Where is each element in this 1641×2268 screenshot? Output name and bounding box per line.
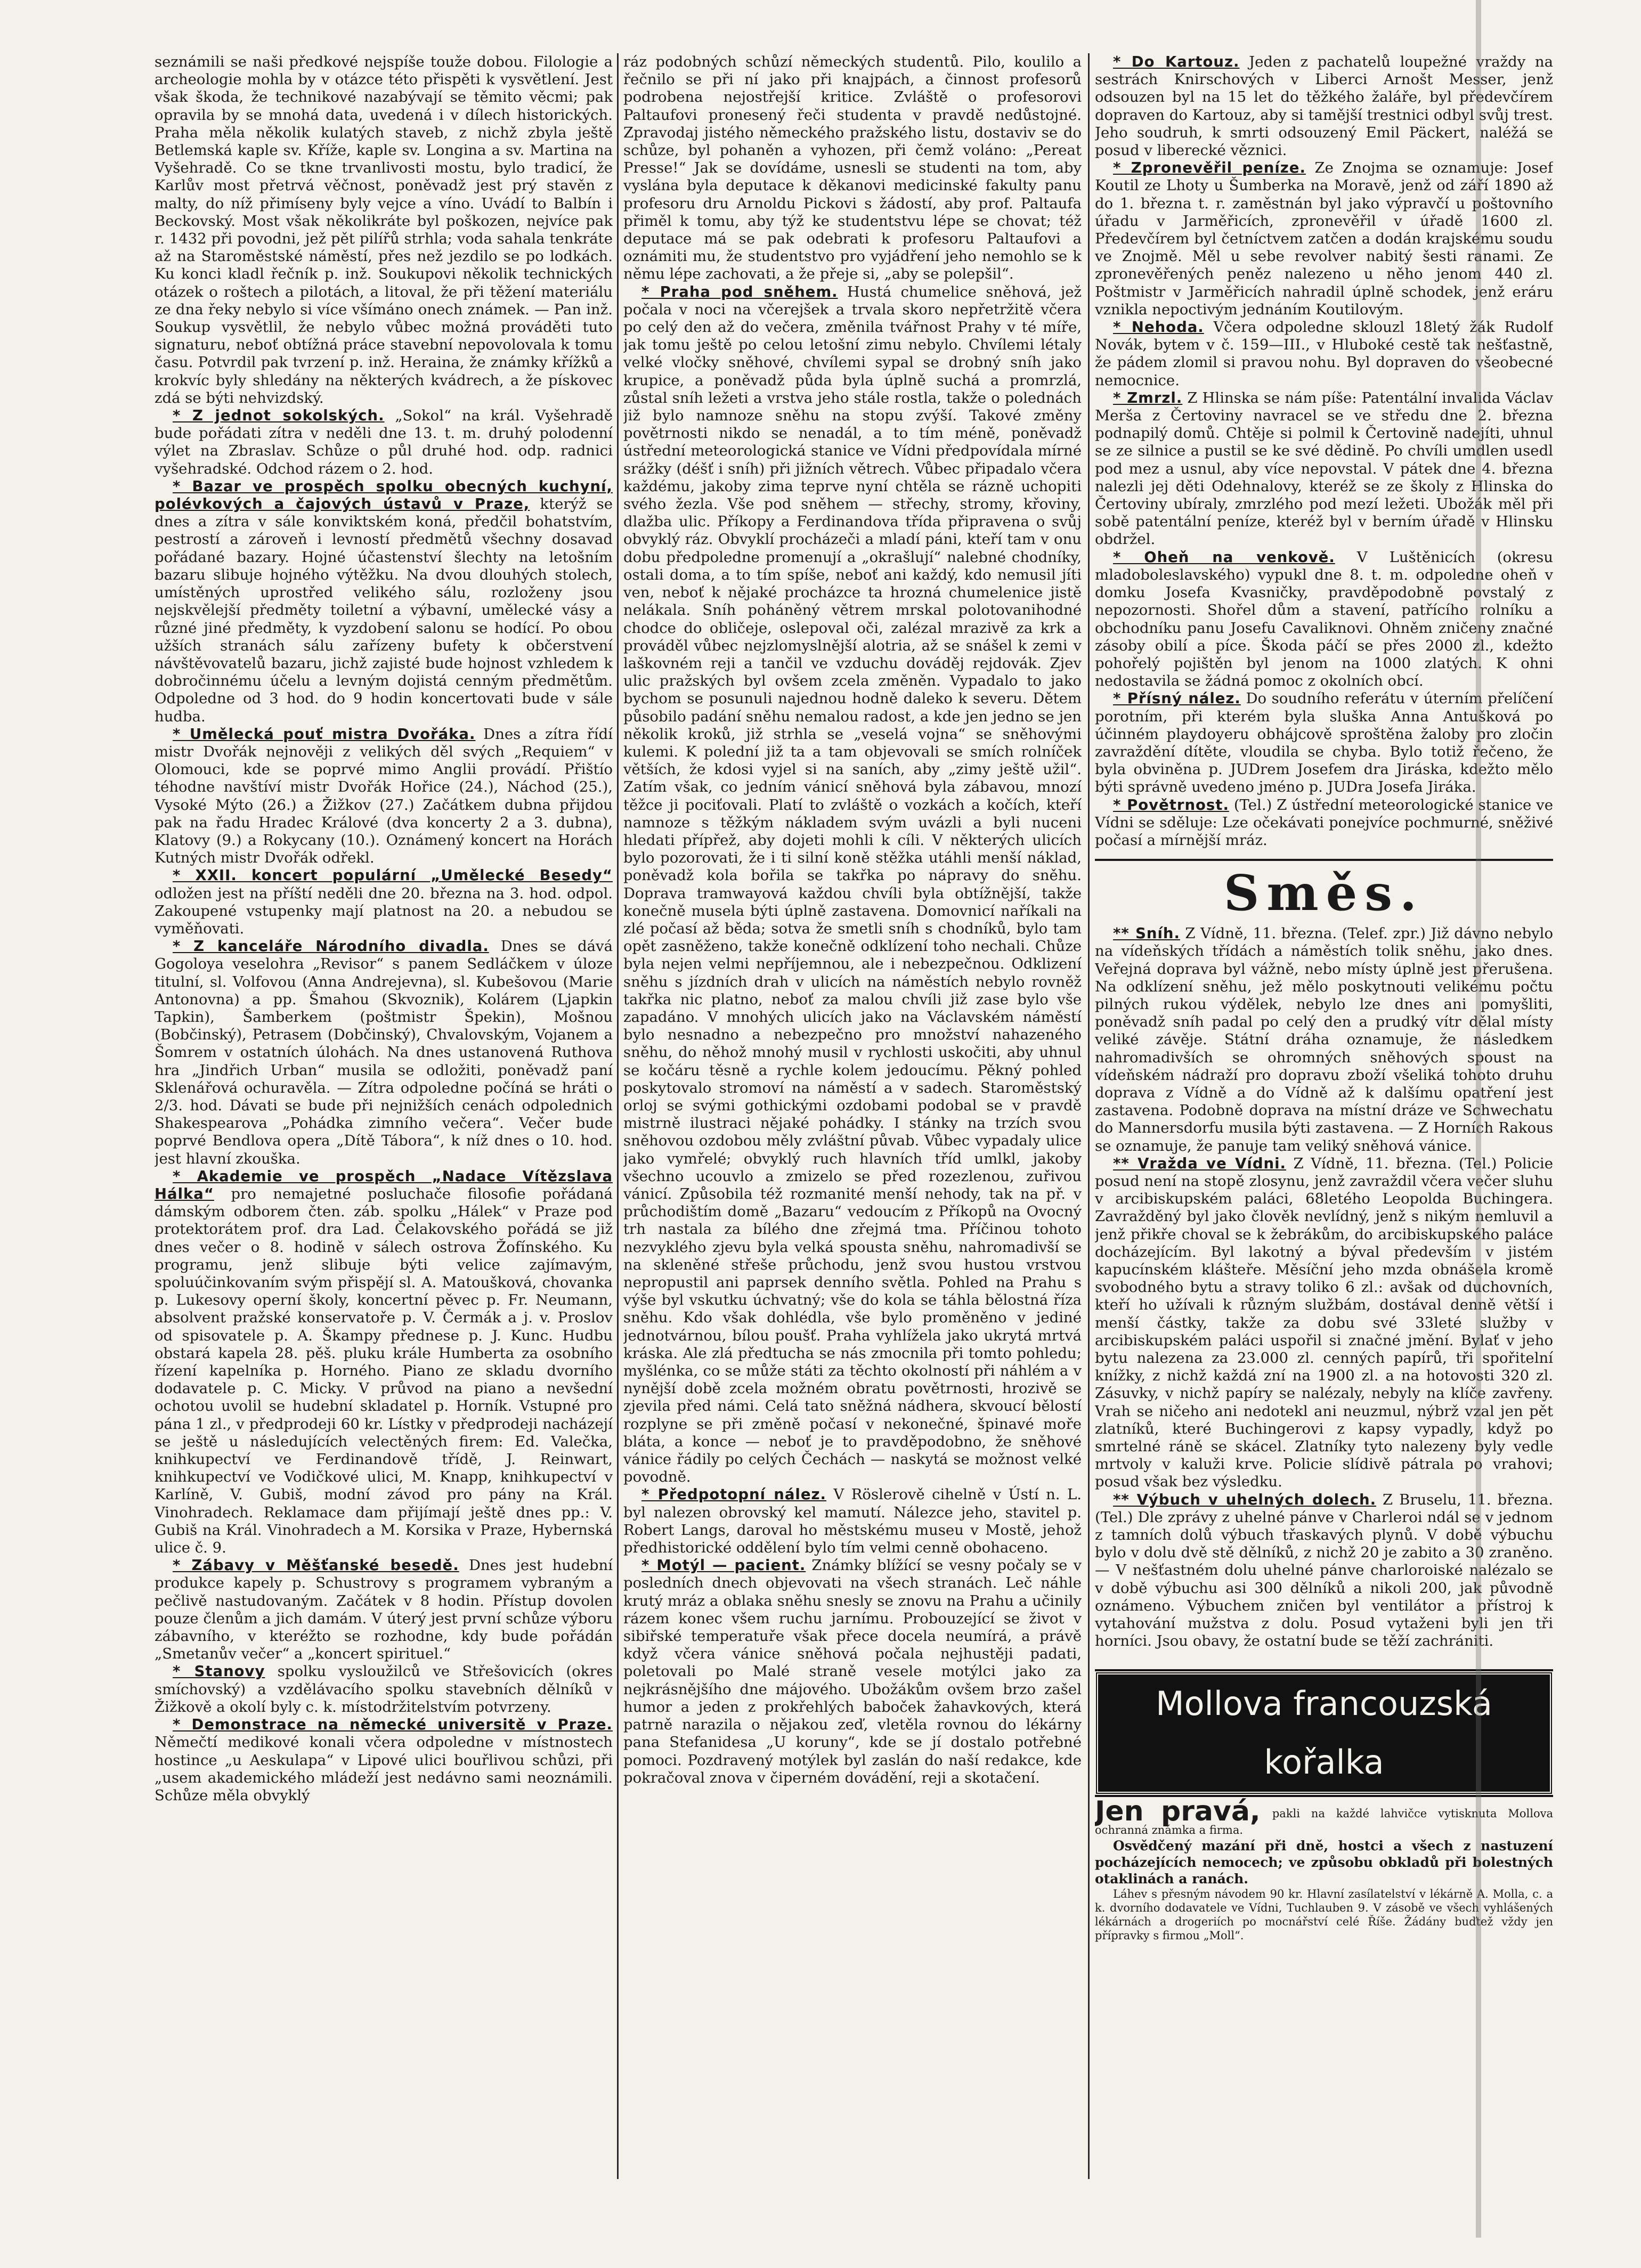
ad-text bbox=[1095, 1795, 1553, 1942]
article-paragraph bbox=[623, 53, 1082, 283]
article-heading: * Bazar ve prospěch spolku obecných kuchyní, polévkových a čajových ústavů v Praze, bbox=[155, 477, 613, 513]
article-paragraph bbox=[155, 1716, 613, 1804]
article-paragraph bbox=[1095, 690, 1553, 796]
article-heading: * Demonstrace na německé universitě v Praze. bbox=[173, 1716, 613, 1734]
column-1 bbox=[155, 53, 613, 2227]
article-paragraph bbox=[155, 726, 613, 867]
article-paragraph bbox=[623, 283, 1082, 1486]
ad-lead: Jen pravá, bbox=[1095, 1795, 1261, 1828]
article-body: seznámili se naši předkové nejspíše touže dobou. Filologie a archeologie mohla by v otázce této přispěti k vysvětlení. Jest však škoda, že technikové nazabývají se těmito věcmi; pak opravila by se mnohá data, uvedená i v dílech historických. Praha měla několik kulatých staveb, z nichž zbyla ještě Betlemská kaple sv. Kříže, kaple sv. Longina a sv. Martina na Vyšehradě. Co se tkne trvanlivosti mostu, bylo tradicí, že Karlův most přetrvá věčnost, poněvadž jest prý stavěn z malty, do níž přimíseny byly vejce a víno. Uvádí to Balbín i Beckovský. Most však několikráte byl poškozen, nejvíce pak r. 1432 při povodni, jež pět pilířů strhla; voda sahala tenkráte až na Staroměstské náměstí, přes než jezdilo se po lodkách. Ku konci kladl řečník p. inž. Soukupovi několik technických otázek o roštech a pilotách, a litoval, že při těžení materiálu ze dna řeky nebylo si více všímáno onech známek. — Pan inž. Soukup vysvětlil, že nebylo vůbec možná prováděti tuto signaturu, neboť obtížná práce stavební nepovolovala k tomu času. Potvrdil pak tvrzení p. inž. Heraina, že známky křížků a krokvíc byly shledány na některých kvádrech, a že pískovec zdá se býti nehvizdský. bbox=[155, 53, 613, 407]
article-body: Z Vídně, 11. března. (Telef. zpr.) Již dávno nebylo na vídeňských třídách a náměstích tolik sněhu, jako dnes. Veřejná doprava byl vážně, nebo místy úplně jest přerušena. Na odklízení sněhu, jež mělo poskytnouti velikému počtu pilných rukou výdělek, nebylo lze dnes ani pomyšliti, poněvadž sníh padal po celý den a prudký vítr dělal místy veliké závěje. Státní dráha oznamuje, že následkem nahromadivších se ohromných sněhových spoust na vídeňském nádraží pro dopravu zboží všeliká tohoto druhu doprava z Vídně a do Vídně až k dalšímu opatření jest zastavena. Podobně doprava na místní dráze ve Schwechatu do Mannersdorfu musila býti zastavena. — Z Horních Rakous se oznamuje, že panuje tam veliký sněhová vánice. bbox=[1095, 925, 1553, 1155]
column-rule bbox=[1088, 53, 1090, 2179]
article-heading: * Přísný nález. bbox=[1113, 690, 1241, 708]
article-heading: * Zábavy v Měšťanské besedě. bbox=[173, 1557, 459, 1574]
article-heading: * Oheň na venkově. bbox=[1113, 548, 1335, 566]
column-rule bbox=[617, 53, 619, 2179]
article-paragraph bbox=[155, 478, 613, 726]
article-heading: * Motýl — pacient. bbox=[641, 1557, 806, 1574]
article-heading: * Povětrnost. bbox=[1113, 796, 1229, 814]
article-body: V Luštěnicích (okresu mladoboleslavského) vypukl dne 8. t. m. odpoledne oheň v domku Josefa Kvasničky, pravděpodobně povstalý z nepozornosti. Shořel dům a stavení, patřícího rolníku a obchodníku panu Josefu Cavaliknovi. Ohněm zničeny značné zásoby obilí a píce. Škoda páčí se přes 2000 zl., kdežto pohořelý pojištěn byl jenom na 1000 zlatých. K ohni nedostavila se žádná pomoc z okolních obcí. bbox=[1095, 548, 1553, 690]
ad-line-3: Láhev s přesným návodem 90 kr. Hlavní zasílatelství v lékárně A. Molla, c. a k. dvorního dodavatele ve Vídni, Tuchlauben 9. V zásobě ve všech vyhlášených lékárnách a drogeriích po mocnářství celé Říše. Žádány buďtež vždy jen přípravky s firmou „Moll“. bbox=[1095, 1888, 1553, 1942]
article-body: (Tel.) Z ústřední meteorologické stanice ve Vídni se sděluje: Lze očekávati ponejvíce pochmurné, sněživé počasí a mírnější mráz. bbox=[1095, 796, 1553, 849]
article-paragraph bbox=[1095, 53, 1553, 159]
article-paragraph bbox=[1095, 159, 1553, 319]
article-body: kterýž se dnes a zítra v sále konviktském koná, předčil bohatstvím, pestrostí a zároveň i levností předmětů všechny dosavad pořádané bazary. Hojné účastenství šlechty na letošním bazaru slibuje hojného výtěžku. Na dvou dlouhých stolech, umístěných uprostřed velikého sálu, rozloženy jsou nejskvělejší předměty toiletní a výbavní, umělecké vásy a různé jiné předměty, k vyzdobení salonu se hodící. Po obou užších stranách sálu zařízeny bufety k občerstvení návštěvovatelů bazaru, jichž zajisté bude hojnost vzhledem k dobročinnému účelu a levným dojistá cenným předmětům. Odpoledne od 3 hod. do 9 hodin koncertovati bude v sále hudba. bbox=[155, 495, 613, 725]
article-heading: * Praha pod sněhem. bbox=[641, 283, 838, 300]
article-heading: * XXII. koncert populární „Umělecké Besedy“ bbox=[173, 867, 613, 884]
article-body: spolku vysloužilců ve Střešovicích (okres smíchovský) a vzdělávacího spolku stavebních dělníků v Žižkově a okolí byly c. k. místodržitelstvím potvrzeny. bbox=[155, 1663, 613, 1716]
article-heading: * Akademie ve prospěch „Nadace Vítězslava Hálka“ bbox=[155, 1167, 613, 1202]
article-paragraph bbox=[155, 1557, 613, 1663]
article-paragraph bbox=[1095, 1491, 1553, 1651]
article-paragraph bbox=[1095, 549, 1553, 690]
article-body: Dnes jest hudební produkce kapely p. Schustrovy s programem vybraným a pečlivě nastudovaným. Začátek v 8 hodin. Přístup dovolen pouze členům a jich damám. V úterý jest první schůze výboru zábavního, v kteréžto se rozhodne, kdy bude pořádán „Smetanův večer“ a „koncert spirituel.“ bbox=[155, 1557, 613, 1663]
section-title-smes: Směs. bbox=[1095, 859, 1553, 920]
article-paragraph bbox=[1095, 796, 1553, 850]
ad-banner: Mollova francouzská kořalka bbox=[1095, 1671, 1553, 1795]
article-paragraph bbox=[155, 53, 613, 407]
article-paragraph bbox=[155, 1663, 613, 1716]
article-paragraph bbox=[155, 407, 613, 478]
article-paragraph bbox=[155, 938, 613, 1168]
article-paragraph bbox=[155, 867, 613, 938]
article-body: odložen jest na příští neděli dne 20. března na 3. hod. odpol. Zakoupené vstupenky mají platnost na 20. a nebudou se vyměňovati. bbox=[155, 884, 613, 937]
article-heading: * Nehoda. bbox=[1113, 319, 1204, 336]
newspaper-page bbox=[155, 53, 1604, 2238]
column-3 bbox=[1095, 53, 1553, 2227]
article-body: V Röslerově cihelně v Ústí n. L. byl nalezen obrovský kel mamutí. Nálezce jeho, stavitel p. Robert Langs, daroval ho městskému museu v Mostě, jehož předhistorické oddělení bylo tím velmi cenně obohaceno. bbox=[623, 1486, 1082, 1557]
article-heading: * Stanovy bbox=[173, 1663, 265, 1680]
article-body: Jeden z pachatelů loupežné vraždy na sestrách Knirschových v Liberci Arnošt Messer, jenž odsouzen byl na 15 let do těžkého žaláře, byl předevčírem dopraven do Kartouz, aby si tamější trestnici odbyl svůj trest. Jeho soudruh, k smrti odsouzený Emil Päckert, naléžá se posud v liberecké věznici. bbox=[1095, 53, 1553, 159]
article-paragraph bbox=[623, 1557, 1082, 1787]
article-heading: * Zpronevěřil peníze. bbox=[1113, 159, 1306, 177]
article-body: Dnes a zítra řídí mistr Dvořák nejnověji z velikých děl svých „Requiem“ v Olomouci, kde se poprvé mimo Anglii provádí. Přištío téhodne navštíví mistr Dvořák Hořice (24.), Náchod (25.), Vysoké Mýto (26.) a Žižkov (27.) Začátkem dubna přijdou pak na řadu Hradec Králové (dva koncerty 2 a 3. dubna), Klatovy (9.) a Rokycany (10.). Oznámený koncert na Horách Kutných mistr Dvořák odřekl. bbox=[155, 725, 613, 867]
article-body: Z Vídně, 11. března. (Tel.) Policie posud není na stopě zlosynu, jenž zavraždil včera večer sluhu v arcibiskupském paláci, 68letého Leopolda Buchingera. Zavražděný byl jako člověk nevlídný, jenž s nikým nemluvil a jenž přikře choval se k žebrákům, do arcibiskupského paláce docházejícím. Byl lakotný a býval především v jistém kapucínském klášteře. Měsíční jeho mzda obnášela kromě svobodného bytu a stravy toliko 6 zl.: avšak od duchovních, kteří ho užívali k různým službám, dostával denně větší i menší částky, takže za dobu své 33leté služby v arcibiskupském paláci uspořil si značné jmění. Bylať v jeho bytu nalezena za 23.000 zl. cenných papírů, tři spořitelní knížky, z nichž každá zní na 1900 zl. a na hotovosti 320 zl. Zásuvky, v nichž papíry se nalézaly, nebyly na klíče zavřeny. Vrah se ničeho ani nedotekl ani neuzmul, nýbrž vzal jen pět zlatníků, které Buchingerovi z kapsy vypadly, když po smrtelné ráně se skácel. Zlatníky tyto nalezeny byly vedle mrtvoly v kaluži krve. Policie slídivě pátrala po vrahovi; posud však bez výsledku. bbox=[1095, 1155, 1553, 1491]
column-2 bbox=[623, 53, 1082, 2227]
article-body: Dnes se dává Gogoloya veselohra „Revisor“ s panem Sedláčkem v úloze titulní, sl. Volfovou (Anna Andrejevna), sl. Kubešovou (Marie Antonovna) a pp. Šmahou (Skvoznik), Kolárem (Ljapkin Tapkin), Šamberkem (poštmistr Špekin), Mošnou (Bobčinský), Petrasem (Dobčinský), Chvalovským, Vojanem a Šomrem v ostatních úlohách. Na dnes ustanovená Ruthova hra „Jindřich Urban“ musila se odložiti, poněvadž paní Sklenářová ochuravěla. — Zítra odpoledne počíná se hráti o 2/3. hod. Dávati se bude při nejnižších cenách odpolednich Shakespearova „Pohádka zimního večera“. Večer bude poprvé Bendlova opera „Dítě Tábora“, k níž dnes o 10. hod. jest hlavní zkouška. bbox=[155, 938, 613, 1167]
article-heading: * Předpotopní nález. bbox=[641, 1486, 826, 1503]
article-heading: * Umělecká pouť mistra Dvořáka. bbox=[173, 725, 476, 743]
article-heading: * Z kanceláře Národního divadla. bbox=[173, 938, 489, 955]
ad-line-2: Osvědčený mazání při dně, hostci a všech z nastuzení pocházejících nemocech; ve způsobu obkladů při bolestných otaklinách a ranách. bbox=[1095, 1838, 1553, 1887]
article-body: ráz podobných schůzí německých studentů. Pilo, koulilo a řečnilo se při ní jako při knajpách, a činnost profesorů podrobena nejostřejší kritice. Zvláště o profesorovi Paltaufovi pronesený řeči studenta v pravdě nedůstojné. Zpravodaj jistého německého pražského listu, dostaviv se do schůze, byl pohaněn a vyhozen, při čemž voláno: „Pereat Presse!“ Jak se dovídáme, usnesli se studenti na tom, aby vyslána byla deputace k děkanovi medicinské fakulty panu profesoru dru Arnoldu Pickovi s žádostí, aby prof. Paltaufa přiměl k tomu, aby týž ke studentstvu lépe se chovat; též deputace má se pak odebrati k profesoru Paltaufovi a oznámiti mu, že studentstvo pro vyjádření jeho nemohlo se k němu lépe zachovati, a že přeje si, „aby se polepšil“. bbox=[623, 53, 1082, 283]
article-body: pro nemajetné posluchače filosofie pořádaná dámským odborem čten. záb. spolku „Hálek“ v Praze pod protektorátem prof. dra Lad. Čelakovského pořádá se již dnes večer o 8. hodině v sálech ostrova Žofínského. Ku programu, jenž slibuje býti velice zajímavým, spoluúčinkovaním svým přispějí sl. A. Matoušková, chovanka p. Lukesovy operní školy, koncertní pěvec p. Fr. Neumann, absolvent pražské konservatoře p. V. Čermák a j. v. Proslov od spisovatele p. A. Škampy přednese p. J. Kunc. Hudbu obstará kapela 28. pěš. pluku krále Humberta za osobního řízení kapelníka p. Horného. Piano ze skladu dvorního dodavatele p. C. Micky. V průvod na piano a nevšední ochotou uvolil se hudební skladatel p. Horník. Vstupné pro pána 1 zl., v předprodeji 60 kr. Lístky v předprodeji nacházejí se ještě u následujících velectěných firem: Ed. Valečka, knihkupectví ve Ferdinandově třídě, J. Reinwart, knihkupectví ve Vodičkové ulici, M. Knapp, knihkupectví v Karlíně, V. Gubiš, modní závod pro pány na Král. Vinohradech. Reklamace dam přijímají ještě dnes pp.: V. Gubiš na Král. Vinohradech a M. Korsika v Praze, Hybernská ulice č. 9. bbox=[155, 1185, 613, 1557]
article-body: Hustá chumelice sněhová, jež počala v noci na včerejšek a trvala skoro nepřetržitě včera po celý den až do večera, změnila tvářnost Prahy v té míře, jak tomu ještě po celou letošní zimu nebylo. Chvílemi létaly velké vločky sněhové, chvílemi sypal se drobný sníh jako krupice, a poněvadž půda byla úplně suchá a promrzlá, zůstal sníh ležeti a vrstva jeho stále rostla, takže o polednách již bylo namnoze sněhu na stopu zvýší. Takové změny povětrnosti nikdo se nenadál, a to tím méně, poněvadž ústřední meteorologická stanice ve Vídni předpovídala mírné srážky (déšť i sníh) při jižních větrech. Vůbec připadalo včera každému, jakoby zima teprve nyní chtěla se rázně uchopiti svého žezla. Vše pod sněhem — střechy, stromy, křoviny, dlažba ulic. Příkopy a Ferdinandova třída připravena o svůj obvyklý ráz. Obvyklí procházeči a mladí páni, kteří tam v onu dobu předpoledne promenují a „okrašlují“ nalebné chodníky, ostali doma, a to tím spíše, neboť ani každý, kdo nemusil jíti ven, neboť k nějaké procházce ta hrozná chumelenice jistě nelákala. Sníh poháněný větrem mrskal polotovanihodné chodce do obličeje, oslepoval oči, zalézal mrazivě za krk a prováděl vůbec nejzlomyslnější alotria, až se snášel k zemi v laškovném reji a tančil ve vzduchu dováděj rejdovák. Zjev ulic pražských byl ovšem zcela změněn. Vypadalo to jako bychom se posunuli najednou hodně daleko k severu. Dětem působilo padání sněhu nemalou radost, a kde jen jedno se jen několik kroků, již strhla se „veselá vojna“ se sněhovými kulemi. K polední již ta a tam objevovali se smích rolníček větších, že kdosi vyjel si na saních, aby „zimy ještě užil“. Zatím však, co jedním vánicí sněhová byla zábavou, mnozí těžce ji pociťovali. Platí to zvláště o vozkách a kočích, kteří namnoze s těžkým nákladem svým uvázli a byli nuceni hledati přípřež, aby dojeti mohli k cíli. V některých ulicích bylo pozorovati, že i ti silní koně stěžka utáhli menší náklad, poněvadž kola bořila se takřka po nápravy do sněhu. Doprava tramwayová každou chvíli byla obtížnější, takže konečně musela býti úplně zastavena. Domovnicí naříkali na zlé počasí až běda; sotva že smetli sníh s chodníků, bylo tam opět zasněženo, takže konečně odklízení toho nechali. Chůze byla nejen velmi nepříjemnou, ale i nebezpečnou. Odklizení sněhu s jízdních drah v ulicích na náměstích nebylo rovněž takřka nic platno, neboť za malou chvíli již zase bylo vše zapadáno. V mnohých ulicích jako na Václavském náměstí bylo nesnadno a nebezpečno pro množství nahazeného sněhu, do něhož mnohý musil v rychlosti uskočiti, aby uhnul se kočáru těsně a rychle kolem jedoucímu. Pěkný pohled poskytovalo stromoví na náměstí a v sadech. Staroměstský orloj se svými gothickými ozdobami podobal se v pravdě mistrně ilustraci nějaké pohádky. I stánky na trzích svou sněhovou ozdobou měly zvláštní půvab. Vůbec vypadaly ulice jako vymřelé; obvyklý ruch hlavních tříd umlkl, jakoby všechno ucouvlo a zmizelo se před rozezlenou, zuřivou vánicí. Způsobila též rozmanité menší nehody, tak na př. v průchodištím domě „Bazaru“ vedoucím z Příkopů na Ovocný trh nastala za bílého dne zřejmá tma. Příčinou tohoto nezvyklého zjevu byla velká spousta sněhu, nahromadivší se na skleněné střeše průchodu, jenž svou hustou vrstvou nepropustil ani paprsek denního světla. Pohled na Prahu s výše byl vskutku úchvatný; vše do kola se táhla bělostná říza sněhu. Kdo však dohlédla, vše bylo proměněno v jediné jednotvárnou, bílou poušť. Praha vyhlížela jako ukrytá mrtvá kráska. Ale zlá předtucha se nás zmocnila při tomto pohledu; myšlénka, co se může státi za těchto okolností při náhlém a v nynější době zcela možném obratu povětrnosti, hrozivě se zjevila před námi. Celá tato sněžná nádhera, skvoucí bělostí rozplyne se při změně počasí v nekonečné, špinavé moře bláta, a konce — neboť je to pravděpodobno, že sněhové vánice řádily po celých Čechách — naskytá se možnost velké povodně. bbox=[623, 283, 1082, 1486]
article-body: Včera odpoledne sklouzl 18letý žák Rudolf Novák, bytem v č. 159—III., v Hluboké cestě tak nešťastně, že pádem zlomil si pravou nohu. Byl dopraven do všeobecné nemocnice. bbox=[1095, 319, 1553, 389]
article-heading: * Do Kartouz. bbox=[1113, 53, 1240, 70]
article-heading: ** Vražda ve Vídni. bbox=[1113, 1155, 1286, 1172]
article-heading: * Zmrzl. bbox=[1113, 389, 1183, 407]
article-heading: * Z jednot sokolských. bbox=[173, 407, 385, 425]
article-body: Známky blížící se vesny počaly se v posledních dnech objevovati na všech stranách. Leč náhle krutý mráz a oblaka sněhu snesly se znovu na Prahu a učinily rázem konec všem ruchu jarnímu. Probouzející se život v sibiřské temperatuře však přece docela neumírá, a právě když včera vánice sněhová počala nejhustěji padati, poletovali po Malé straně vesele motýlci jako za nejkrásnějšího dne májového. Ubožákům ovšem brzo zašel humor a jeden z prokřehlých baboček žahavkových, která patrně narazila o nějakou zeď, vletěla rovnou do lékárny pana Stefanidesa „U koruny“, kde se jí dostalo potřebné pomoci. Pozdravený motýlek byl zaslán do naší redakce, kde pokračoval znova v čiperném dovádění, reji a skotačení. bbox=[623, 1557, 1082, 1786]
article-paragraph bbox=[1095, 319, 1553, 389]
ad-line-1: pakli na každé lahvičce vytisknuta Mollova ochranná známka a firma. bbox=[1095, 1807, 1553, 1837]
article-paragraph bbox=[1095, 389, 1553, 549]
article-paragraph bbox=[155, 1168, 613, 1557]
article-body: Z Hlinska se nám píše: Patentální invalida Václav Merša z Čertoviny navracel se ve středu dne 2. března podnapilý domů. Chtěje si polmil k Čertovině nadejíti, uhnul se ze silnice a pustil se ke své dědině. Po chvíli umdlen usedl pod mez a usnul, aby více nepovstal. V pátek dne 4. března nalezli jej děti Odehnalovy, kteréž se ze školy z Hlinska do Čertoviny ubíraly, zmrzlého pod mezí ležeti. Ubožák měl při sobě patentální peníze, kteréž byl v berním úřadě v Hlinsku obdržel. bbox=[1095, 389, 1553, 548]
article-heading: ** Výbuch v uhelných dolech. bbox=[1113, 1491, 1377, 1508]
article-body: Z Bruselu, 11. března. (Tel.) Dle zprávy z uhelné pánve v Charleroi ndál se v jednom z tamních dolů výbuch třaskavých plynů. V době výbuchu bylo v dolu dvě stě dělníků, z nichž 20 je zabito a 30 zraněno. — V nešťastném dolu uhelné pánve charloroiské nalézalo se v době výbuchu asi 300 dělníků a nikoli 200, jak původně oznámeno. Výbuchem zničen byl ventilátor a přístroj k vytahování mužstva z dolu. Posud vytaženi byli jen tři horníci. Jsou obavy, že ostatní bude se těží zachrániti. bbox=[1095, 1491, 1553, 1650]
article-body: „Sokol“ na král. Vyšehradě bude pořádati zítra v neděli dne 13. t. m. druhý polodenní výlet na Zbraslav. Schůze o půl druhé hod. odp. radnici vyšehradské. Odchod rázem o 2. hod. bbox=[155, 407, 613, 477]
article-paragraph bbox=[1095, 925, 1553, 1155]
article-body: Ze Znojma se oznamuje: Josef Koutil ze Lhoty u Šumberka na Moravě, jenž od září 1890 až do 1. března t. r. zaměstnán byl jako výpravčí u poštovního úřadu v Jarměřicích, zpronevěřil v úřadě 1600 zl. Předevčírem byl četníctvem zatčen a dodán krajskému soudu ve Znojmě. Měl u sebe revolver nabitý šesti ranami. Ze zpronevěřených peněz nalezeno u něho jenom 440 zl. Poštmistr v Jarměřicích nahradil úplně schodek, jenž eráru vznikla nepoctivým jednáním Koutilovým. bbox=[1095, 159, 1553, 318]
article-body: Do soudního referátu v úterním přelíčení porotním, při kterém byla sluška Anna Antušková po účinném playdoyeru obhájcově sproštěna žaloby pro zločin zavraždění dítěte, vloudila se chyba. Bylo totiž řečeno, že byla obviněna p. JUDrem Josefem dra Jiráska, kdežto mělo býti správně uvedeno jméno p. JUDra Josefa Jiráka. bbox=[1095, 690, 1553, 796]
article-body: Němečtí medikové konali včera odpoledne v místnostech hostince „u Aeskulapa“ v Lipové ulici bouřlivou schůzi, při „usem akademického mládeží jest nedávno sami neoznámili. Schůze měla obvyklý bbox=[155, 1734, 613, 1804]
page-edge-shadow bbox=[1476, 0, 1481, 2238]
article-heading: ** Sníh. bbox=[1113, 925, 1180, 942]
article-paragraph bbox=[623, 1486, 1082, 1557]
article-paragraph bbox=[1095, 1155, 1553, 1491]
